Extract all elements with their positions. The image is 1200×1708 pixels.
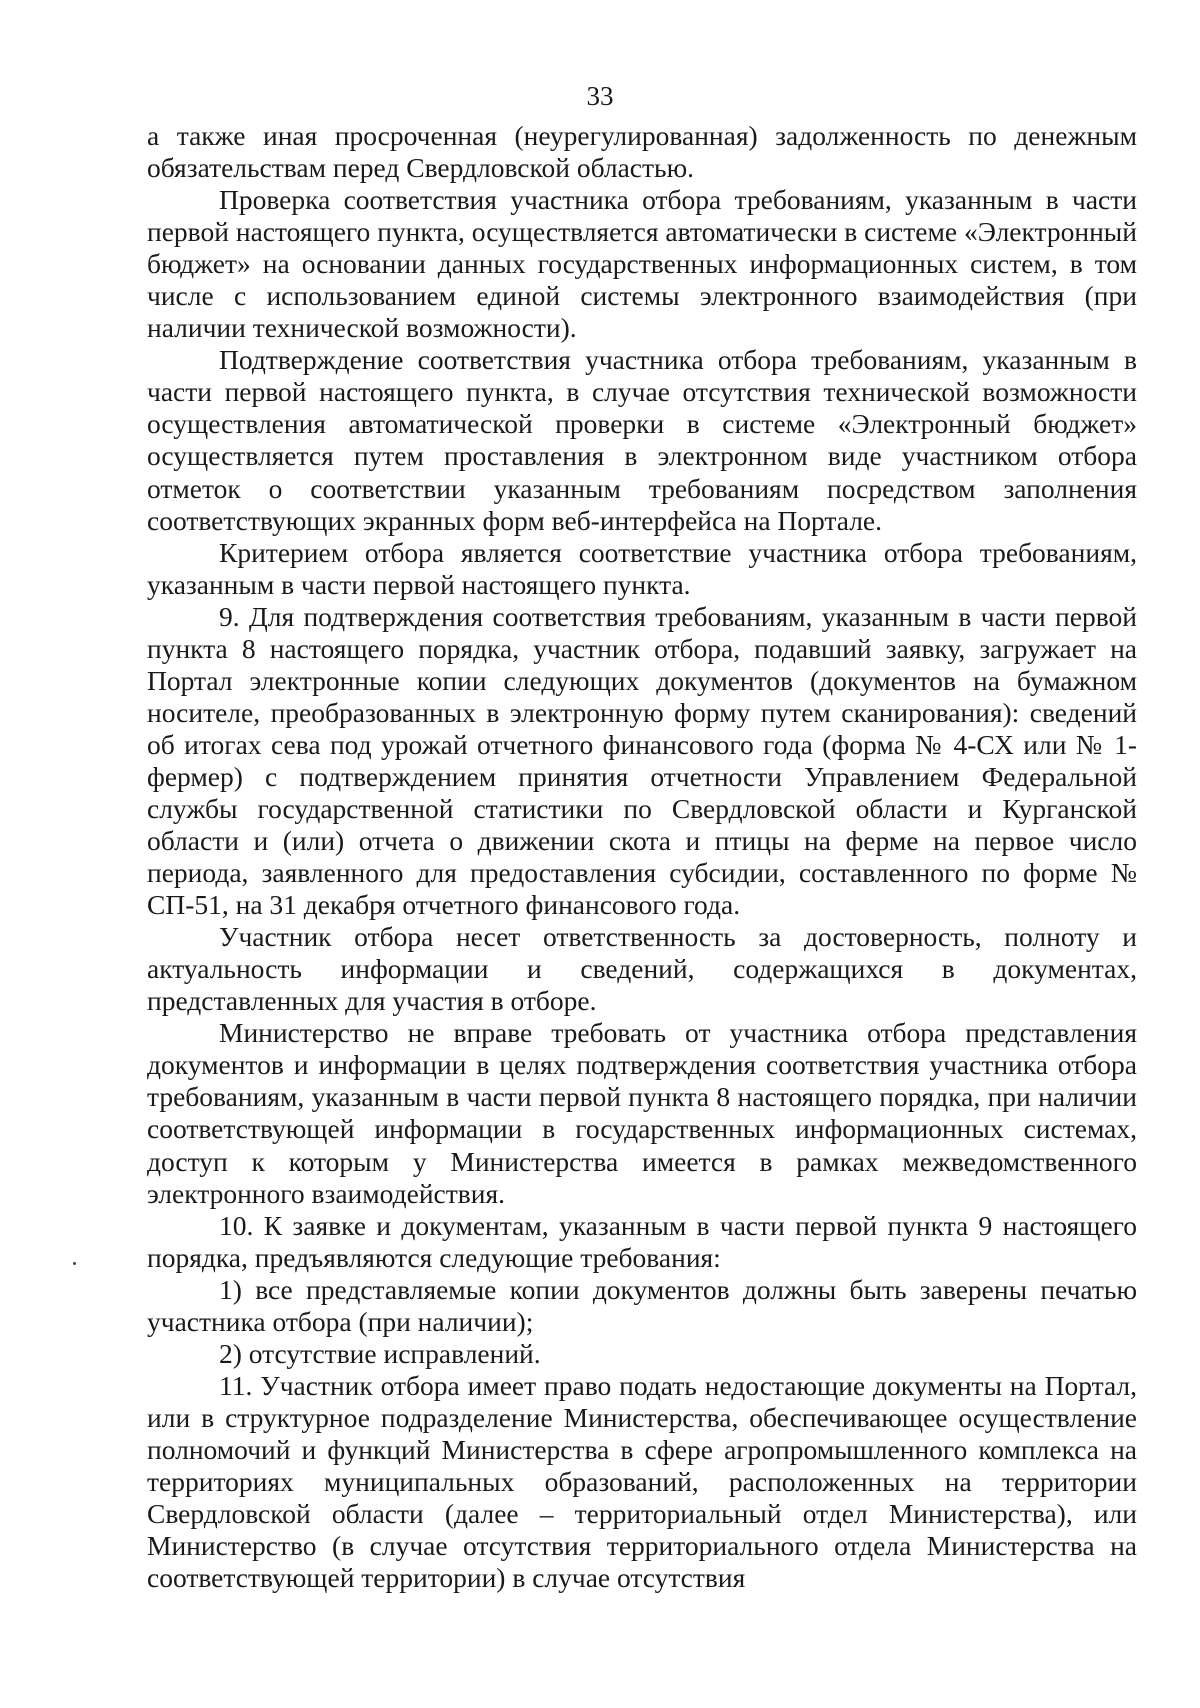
scan-speck	[73, 1262, 76, 1265]
paragraph-requirement-2: 2) отсутствие исправлений.	[219, 1337, 541, 1369]
paragraph-ministry: Министерство не вправе требовать от участника отбора представления документов и информации в целях подтверждения соответствия участника отбора требованиям, указанным в части первой пункта 8 настоящего порядка, при наличии соответствующей информации в государственных информационных системах, доступ к которым у Министерства имеется в рамках межведомственного электронного взаимодействия.	[147, 1017, 1137, 1209]
page-number: 33	[586, 81, 614, 111]
paragraph-item-11: 11. Участник отбора имеет право подать недостающие документы на Портал, или в структурное подразделение Министерства, обеспечивающее осуществление полномочий и функций Министерства в сфере агропромышленного комплекса на территориях муниципальных образований, расположенных на территории Свердловской области (далее – территориальный отдел Министерства), или Министерство (в случае отсутствия территориального отдела Министерства на соответствующей территории) в случае отсутствия	[147, 1369, 1137, 1594]
paragraph-criterion: Критерием отбора является соответствие участника отбора требованиям, указанным в части первой настоящего пункта.	[147, 536, 1137, 600]
paragraph-continuation: а также иная просроченная (неурегулированная) задолженность по денежным обязательствам перед Свердловской областью.	[147, 120, 1137, 184]
paragraph-requirement-1: 1) все представляемые копии документов должны быть заверены печатью участника отбора (при наличии);	[147, 1273, 1137, 1337]
paragraph-confirmation: Подтверждение соответствия участника отбора требованиям, указанным в части первой настоящего пункта, в случае отсутствия технической возможности осуществления автоматической проверки в системе «Электронный бюджет» осуществляется путем проставления в электронном виде участником отбора отметок о соответствии указанным требованиям посредством заполнения соответствующих экранных форм веб-интерфейса на Портале.	[147, 344, 1137, 536]
document-body	[147, 120, 1137, 1594]
paragraph-item-9: 9. Для подтверждения соответствия требованиям, указанным в части первой пункта 8 настоящего порядка, участник отбора, подавший заявку, загружает на Портал электронные копии следующих документов (документов на бумажном носителе, преобразованных в электронную форму путем сканирования): сведений об итогах сева под урожай отчетного финансового года (форма № 4-СХ или № 1-фермер) с подтверждением принятия отчетности Управлением Федеральной службы государственной статистики по Свердловской области и Курганской области и (или) отчета о движении скота и птицы на ферме на первое число периода, заявленного для предоставления субсидии, составленного по форме № СП-51, на 31 декабря отчетного финансового года.	[147, 600, 1137, 921]
paragraph-verification: Проверка соответствия участника отбора требованиям, указанным в части первой настоящего пункта, осуществляется автоматически в системе «Электронный бюджет» на основании данных государственных информационных систем, в том числе с использованием единой системы электронного взаимодействия (при наличии технической возможности).	[147, 184, 1137, 344]
paragraph-item-10: 10. К заявке и документам, указанным в части первой пункта 9 настоящего порядка, предъявляются следующие требования:	[147, 1209, 1137, 1273]
paragraph-responsibility: Участник отбора несет ответственность за достоверность, полноту и актуальность информации и сведений, содержащихся в документах, представленных для участия в отборе.	[147, 921, 1137, 1017]
